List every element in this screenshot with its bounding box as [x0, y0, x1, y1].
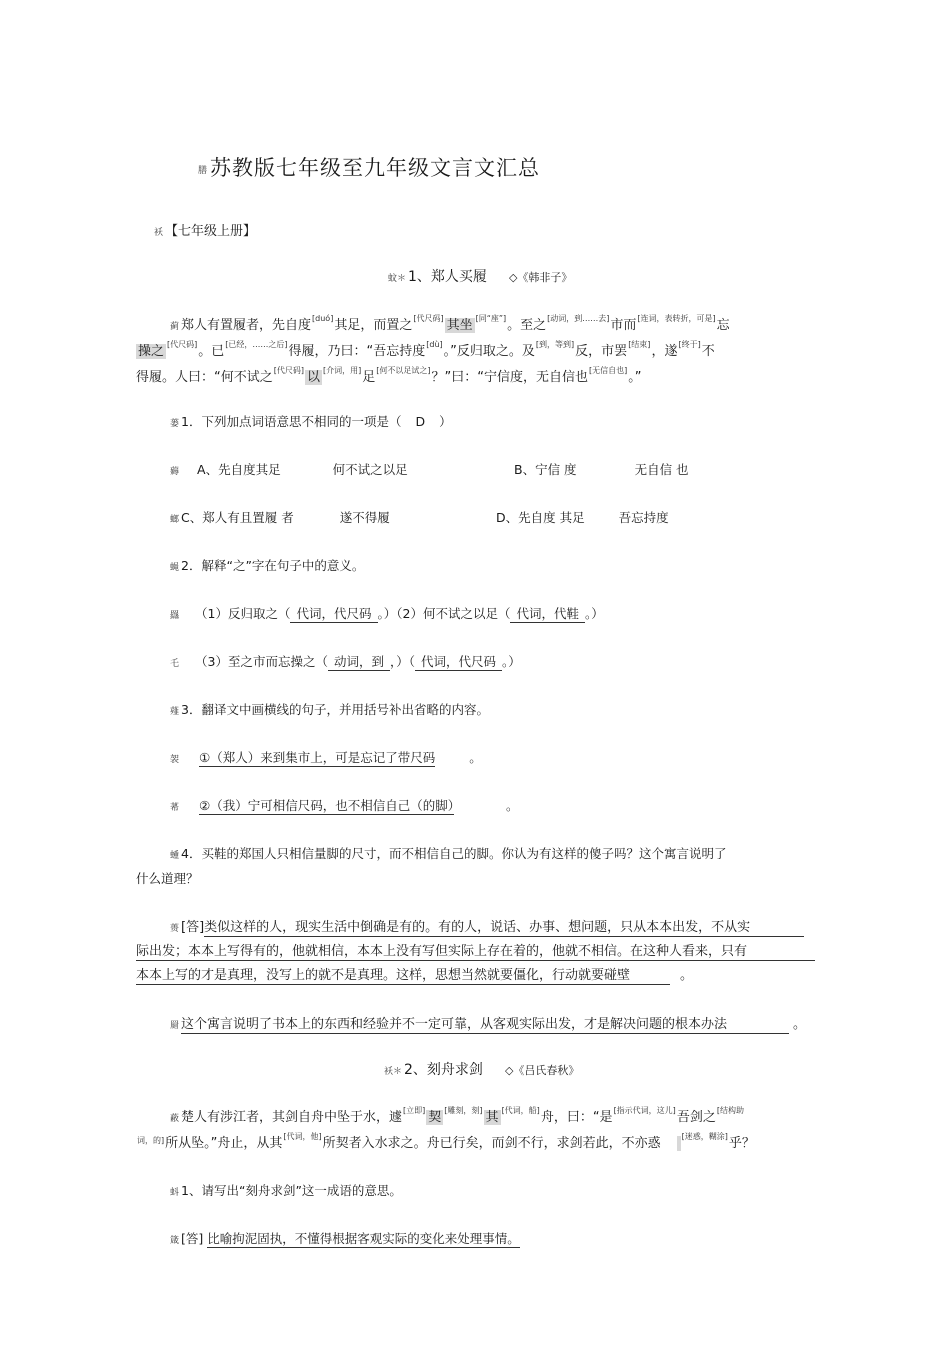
question: [170, 700, 489, 718]
answer-text: 代词，代鞋: [510, 604, 585, 623]
translation-answer: [170, 796, 519, 814]
option-text: D、先自度 其足: [496, 510, 585, 525]
passage-text: 市而: [610, 318, 637, 333]
option-text: 遂不得履: [339, 510, 390, 525]
annotation-note: [终于]: [678, 340, 701, 349]
annotation-note: [结构助: [716, 1106, 744, 1115]
option-row: [496, 508, 669, 526]
answer-text: 。: [793, 1017, 807, 1032]
passage-text: 以: [307, 370, 321, 385]
annotation-note: [代尺码]: [273, 366, 304, 375]
question-text: 什么道理？: [136, 871, 199, 886]
option-text: C、郑人有且置履 者: [181, 510, 294, 525]
passage-text: 舟，曰：“是: [540, 1110, 613, 1125]
answer-text: 代词，代尺码: [415, 652, 502, 671]
scan-marker: 薅: [170, 467, 180, 477]
question-text: （3）至之市而忘操之（: [195, 654, 328, 669]
question-text: ）: [439, 414, 452, 429]
scan-marker: 蒉: [170, 924, 180, 934]
annotation-note: [动词，到……去]: [547, 314, 610, 323]
passage-line: [136, 340, 715, 359]
option-text: 无自信 也: [634, 462, 689, 477]
annotation-note: [结束]: [628, 340, 651, 349]
chapter-title: 2、刻舟求剑: [404, 1062, 483, 1078]
question: [170, 844, 726, 862]
chapter-heading: [388, 266, 572, 286]
passage-text: 不: [701, 344, 715, 359]
answer-text: 。: [505, 798, 519, 813]
answer-text: 本本上写的才是真理，没写上的就不是真理。这样，思想当然就要僵化，行动就要碰壁: [136, 968, 670, 985]
question-text: 。）（2）何不试之以足（: [377, 606, 511, 621]
chapter-heading: [384, 1059, 579, 1079]
annotation-note: [迷惑，糊涂]: [681, 1132, 728, 1141]
option-text: B、宁信 度: [514, 462, 577, 477]
annotation-note: [指示代词，这儿]: [613, 1106, 676, 1115]
annotation-note: [代词，他]: [283, 1132, 322, 1141]
passage-text: 其坐: [446, 318, 473, 333]
option-text: A、先自度其足: [197, 462, 281, 477]
question-text: ，）（: [390, 654, 416, 669]
answer-text: ②（我）宁可相信尺码，也不相信自己（的脚）: [199, 798, 454, 813]
passage-text: 。”反归取之。及: [443, 344, 535, 359]
annotation-note: [连词，表转折，可是]: [637, 314, 716, 323]
passage-text: 。已: [198, 344, 225, 359]
annotation-note: [代尺码]: [413, 314, 444, 323]
passage-line: [136, 1132, 755, 1151]
annotation-note: [代尺码]: [167, 340, 198, 349]
annotation-note: [介词，用]: [323, 366, 362, 375]
answer-text: ①（郑人）来到集市上，可是忘记了带尺码: [199, 750, 436, 765]
question: [136, 869, 199, 887]
answer-text: 这个寓言说明了书本上的东西和经验并不一定可靠，从客观实际出发，才是解决问题的根本办法: [181, 1017, 789, 1034]
answer-paragraph: [136, 964, 693, 983]
annotation-note: [已经，……之后]: [225, 340, 288, 349]
scan-marker: 莃: [170, 803, 180, 813]
scan-marker: 蓟: [170, 322, 180, 332]
scan-marker: 罽: [170, 1021, 180, 1031]
answer-text: 类似这样的人，现实生活中倒确是有的。有的人，说话、办事、想问题，只从本本出发，不从实: [204, 920, 804, 937]
answer-paragraph: [170, 1013, 806, 1032]
annotation-note: [何不以足试之]: [376, 366, 431, 375]
passage-text: 乎？: [728, 1136, 755, 1151]
chapter-source: ◇《吕氏春秋》: [504, 1064, 580, 1077]
question-text: 4．买鞋的郑国人只相信量脚的尺寸，而不相信自己的脚。你认为有这样的傻子吗？这个寓言说明了: [181, 846, 727, 861]
answer-label: [答]: [181, 1231, 204, 1246]
answer-paragraph: [136, 940, 815, 959]
answer-label: [答]: [181, 920, 205, 935]
passage-line: [136, 366, 642, 385]
passage-text: 吾剑之: [676, 1110, 716, 1125]
scan-marker: 袄: [154, 228, 164, 238]
question-text: 1．下列加点词语意思不相同的一项是（: [181, 414, 402, 429]
annotation-note: [到，等到]: [535, 340, 575, 349]
question-text: 。）: [502, 654, 521, 669]
scan-marker: 蝇: [170, 563, 180, 573]
passage-line: [170, 314, 730, 333]
passage-text: 得履，乃曰：“吾忘持度: [288, 344, 426, 359]
annotation-note: [dù]: [426, 340, 443, 349]
passage-text: ，遂: [651, 344, 678, 359]
question-text: 3．翻译文中画横线的句子，并用括号补出省略的内容。: [181, 702, 489, 717]
passage-text: 楚人有涉江者，其剑自舟中坠于水，遽: [181, 1110, 403, 1125]
scan-marker: 箴: [170, 1236, 180, 1246]
question: [170, 1181, 402, 1199]
annotation-note: [无信自也]: [589, 366, 628, 375]
passage-text: 。至之: [507, 318, 547, 333]
scan-marker: 蚪: [170, 1188, 180, 1198]
scan-marker: 蒌: [170, 419, 180, 429]
question-text: 。）: [584, 606, 604, 621]
option-text: 吾忘持度: [618, 510, 669, 525]
question-answer-line: [170, 652, 521, 671]
translation-answer: [170, 748, 482, 766]
annotation-note: [雕刻，刻]: [444, 1106, 483, 1115]
scan-marker: 袈: [170, 755, 180, 765]
passage-text: ？”曰：“宁信度，无自信也: [431, 370, 589, 385]
scan-marker: 蝩: [170, 851, 180, 861]
question-text: （1）反归取之（: [195, 606, 291, 621]
answer-text: 际出发；本本上写得有的，他就相信，本本上没有写但实际上存在着的，他就不相信。在这种人看来，只有: [136, 944, 815, 961]
scan-marker: 蔽: [170, 1114, 180, 1124]
answer-paragraph: [170, 916, 804, 935]
option-row: [514, 460, 689, 478]
scan-marker: 薤: [170, 707, 180, 717]
annotation-note: [同“座”]: [475, 314, 507, 323]
passage-text: 。”: [628, 370, 642, 385]
answer-text: 代词，代尺码: [290, 604, 377, 623]
passage-line: [170, 1106, 745, 1125]
passage-text: 操之: [138, 344, 165, 359]
passage-text: 其: [485, 1110, 499, 1125]
passage-text: 其足，而置之: [334, 318, 413, 333]
scan-marker: 螂: [170, 515, 180, 525]
scan-marker: 膳: [198, 165, 209, 176]
question-answer-line: [170, 604, 604, 623]
passage-text: 反，市罢: [575, 344, 628, 359]
question-text: 1、请写出“刻舟求剑”这一成语的意思。: [181, 1183, 402, 1198]
annotation-note: [代词，船]: [501, 1106, 540, 1115]
annotation-note: [duó]: [312, 314, 334, 323]
scan-marker: 蚊＊: [388, 273, 407, 284]
option-text: 何不试之以足: [332, 462, 408, 477]
annotation-note: [立即]: [403, 1106, 426, 1115]
passage-text: 契: [428, 1110, 442, 1125]
scan-marker: 乇: [170, 659, 180, 669]
chapter-title: 1、郑人买履: [408, 269, 487, 285]
chapter-source: ◇《韩非子》: [508, 271, 573, 284]
passage-text: 得履。人曰：“何不试之: [136, 370, 273, 385]
passage-text: 郑人有置履者，先自度: [181, 318, 312, 333]
question: [170, 556, 364, 574]
answer-text: 。: [680, 968, 694, 983]
annotation-note: 词，的]: [137, 1136, 165, 1145]
passage-text: 所从坠。”舟止，从其: [165, 1136, 283, 1151]
passage-text: 忘: [716, 318, 730, 333]
title-text: 苏教版七年级至九年级文言文汇总: [210, 156, 541, 180]
section-label-text: 【七年级上册】: [165, 224, 257, 239]
section-label: [154, 220, 256, 239]
answer-text: 。: [469, 750, 482, 765]
answer-text: D: [415, 414, 426, 429]
question: [170, 412, 452, 430]
scan-marker: 羉: [170, 611, 180, 621]
answer-text: 动词，到: [328, 652, 390, 671]
passage-text: 足: [362, 370, 376, 385]
option-row: [170, 460, 408, 478]
answer-paragraph: [170, 1229, 520, 1247]
scan-marker: 袄＊: [384, 1066, 403, 1077]
option-row: [170, 508, 390, 526]
passage-text: 所契者入水求之。舟已行矣，而剑不行，求剑若此，不亦惑: [322, 1136, 661, 1151]
answer-text: 比喻拘泥固执，不懂得根据客观实际的变化来处理事情。: [207, 1231, 520, 1246]
page-title: [198, 152, 540, 182]
question-text: 2．解释“之”字在句子中的意义。: [181, 558, 365, 573]
